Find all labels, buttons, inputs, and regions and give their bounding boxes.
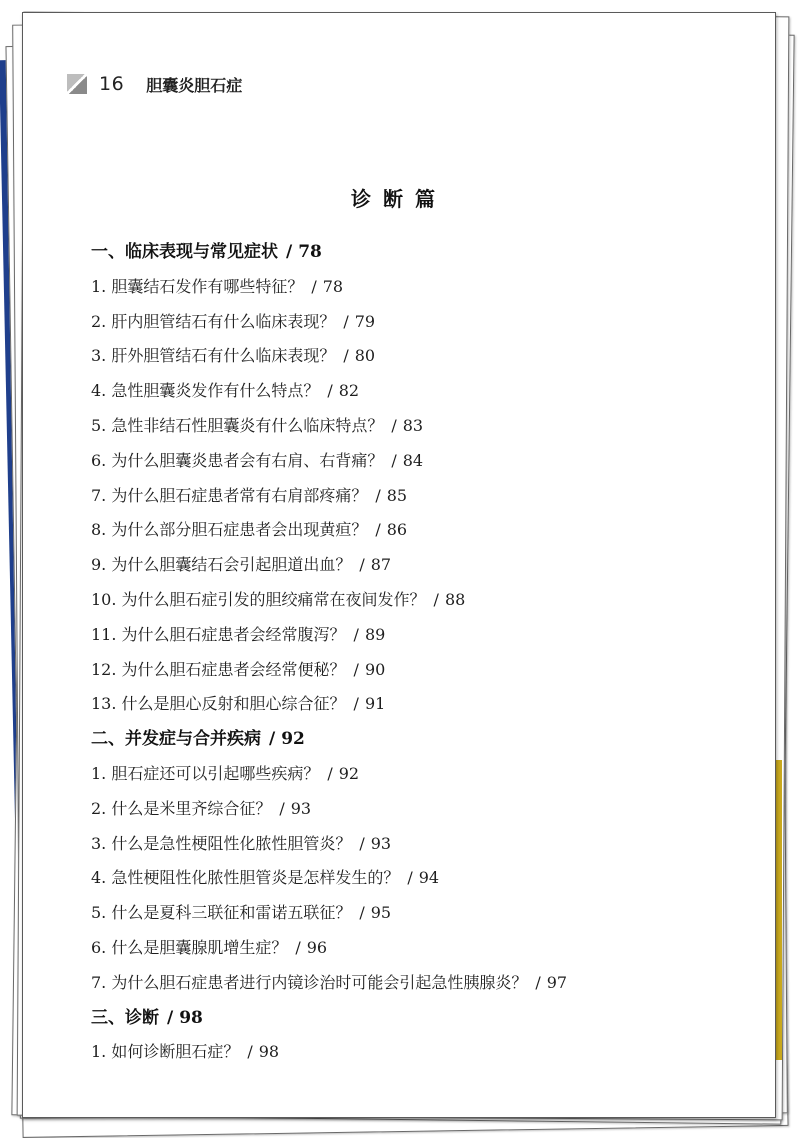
toc-separator: / — [343, 311, 349, 331]
toc-entry — [91, 513, 771, 548]
toc-page-number: 86 — [386, 520, 408, 540]
toc-separator: / — [311, 276, 317, 296]
toc-page-number: 83 — [402, 415, 424, 435]
toc-separator: / — [279, 798, 285, 818]
toc-separator: / — [375, 520, 381, 540]
toc-entry — [91, 896, 771, 931]
toc-separator: / — [535, 972, 541, 992]
toc-entry — [91, 444, 771, 479]
toc-separator: / — [343, 346, 349, 366]
toc-page-number: 98 — [258, 1042, 280, 1062]
toc-entry-text: 1. 如何诊断胆石症？ — [91, 1042, 240, 1062]
toc-entry — [91, 618, 771, 653]
book-page — [22, 12, 776, 1118]
toc-separator: / — [353, 694, 359, 714]
toc-page-number: 82 — [338, 381, 360, 401]
toc-entry-text: 9. 为什么胆囊结石会引起胆道出血？ — [91, 555, 352, 575]
table-of-contents — [91, 235, 771, 1070]
toc-entry-text: 2. 什么是米里齐综合征？ — [91, 798, 272, 818]
toc-entry-text: 2. 肝内胆管结石有什么临床表现？ — [91, 311, 336, 331]
toc-entry — [91, 374, 771, 409]
toc-page-number: 88 — [444, 589, 466, 609]
toc-page-number: 87 — [370, 555, 392, 575]
toc-page-number: 85 — [386, 485, 408, 505]
toc-separator: / — [167, 1007, 174, 1028]
toc-separator: / — [359, 833, 365, 853]
toc-page-number: 95 — [370, 903, 392, 923]
toc-chapter-heading — [91, 235, 771, 270]
toc-entry — [91, 583, 771, 618]
toc-chapter-heading — [91, 1001, 771, 1036]
toc-entry-text: 3. 肝外胆管结石有什么临床表现？ — [91, 346, 336, 366]
toc-separator: / — [286, 242, 293, 262]
toc-entry-text: 一、临床表现与常见症状 — [91, 242, 278, 262]
toc-entry — [91, 339, 771, 374]
toc-chapter-heading — [91, 722, 771, 757]
toc-separator: / — [375, 485, 381, 505]
toc-entry — [91, 792, 771, 827]
toc-entry-text: 8. 为什么部分胆石症患者会出现黄疸？ — [91, 520, 368, 540]
toc-separator: / — [407, 868, 413, 888]
toc-separator: / — [247, 1042, 253, 1062]
toc-entry-text: 5. 什么是夏科三联征和雷诺五联征？ — [91, 903, 352, 923]
toc-separator: / — [359, 555, 365, 575]
toc-page-number: 84 — [402, 450, 424, 470]
toc-page-number: 78 — [322, 276, 344, 296]
toc-separator: / — [327, 381, 333, 401]
toc-page-number: 98 — [179, 1007, 203, 1028]
toc-entry-text: 4. 急性梗阻性化脓性胆管炎是怎样发生的？ — [91, 868, 400, 888]
toc-separator: / — [391, 415, 397, 435]
toc-page-number: 94 — [418, 868, 440, 888]
book-title: 胆囊炎胆石症 — [146, 75, 243, 95]
toc-separator: / — [359, 903, 365, 923]
toc-entry — [91, 931, 771, 966]
toc-entry-text: 10. 为什么胆石症引发的胆绞痛常在夜间发作？ — [91, 589, 426, 609]
toc-entry — [91, 861, 771, 896]
toc-entry — [91, 653, 771, 688]
toc-entry-text: 二、并发症与合并疾病 — [91, 729, 261, 750]
toc-entry-text: 3. 什么是急性梗阻性化脓性胆管炎？ — [91, 833, 352, 853]
toc-entry-text: 13. 什么是胆心反射和胆心综合征？ — [91, 694, 346, 714]
toc-entry-text: 6. 什么是胆囊腺肌增生症？ — [91, 937, 288, 957]
toc-separator: / — [327, 763, 333, 783]
toc-entry-text: 11. 为什么胆石症患者会经常腹泻？ — [91, 624, 346, 644]
toc-entry-text: 6. 为什么胆囊炎患者会有右肩、右背痛？ — [91, 450, 384, 470]
toc-page-number: 89 — [364, 624, 386, 644]
toc-entry — [91, 1035, 771, 1070]
toc-page-number: 92 — [338, 763, 360, 783]
toc-page-number: 92 — [281, 729, 305, 750]
toc-separator: / — [295, 937, 301, 957]
toc-separator: / — [353, 659, 359, 679]
toc-page-number: 90 — [364, 659, 386, 679]
corner-mark-icon — [67, 74, 87, 94]
toc-entry-text: 5. 急性非结石性胆囊炎有什么临床特点？ — [91, 415, 384, 435]
page-number: 16 — [99, 73, 125, 95]
toc-separator: / — [353, 624, 359, 644]
toc-entry — [91, 687, 771, 722]
toc-page-number: 91 — [364, 694, 386, 714]
toc-entry-text: 1. 胆石症还可以引起哪些疾病？ — [91, 763, 320, 783]
toc-entry-text: 7. 为什么胆石症患者常有右肩部疼痛？ — [91, 485, 368, 505]
toc-entry — [91, 966, 771, 1001]
section-title: 诊断篇 — [351, 187, 447, 211]
toc-page-number: 97 — [546, 972, 568, 992]
toc-page-number: 93 — [290, 798, 312, 818]
toc-entry — [91, 548, 771, 583]
toc-entry — [91, 757, 771, 792]
toc-entry-text: 4. 急性胆囊炎发作有什么特点？ — [91, 381, 320, 401]
toc-page-number: 78 — [298, 242, 322, 262]
toc-separator: / — [391, 450, 397, 470]
toc-page-number: 79 — [354, 311, 376, 331]
toc-entry-text: 三、诊断 — [91, 1007, 159, 1028]
toc-separator: / — [433, 589, 439, 609]
running-header — [67, 69, 242, 99]
toc-page-number: 96 — [306, 937, 328, 957]
toc-page-number: 80 — [354, 346, 376, 366]
toc-page-number: 93 — [370, 833, 392, 853]
toc-entry — [91, 827, 771, 862]
toc-entry-text: 1. 胆囊结石发作有哪些特征？ — [91, 276, 304, 296]
toc-entry-text: 7. 为什么胆石症患者进行内镜诊治时可能会引起急性胰腺炎？ — [91, 972, 528, 992]
toc-entry — [91, 270, 771, 305]
toc-separator: / — [269, 729, 276, 750]
toc-entry — [91, 305, 771, 340]
toc-entry — [91, 409, 771, 444]
toc-entry-text: 12. 为什么胆石症患者会经常便秘？ — [91, 659, 346, 679]
toc-entry — [91, 479, 771, 514]
